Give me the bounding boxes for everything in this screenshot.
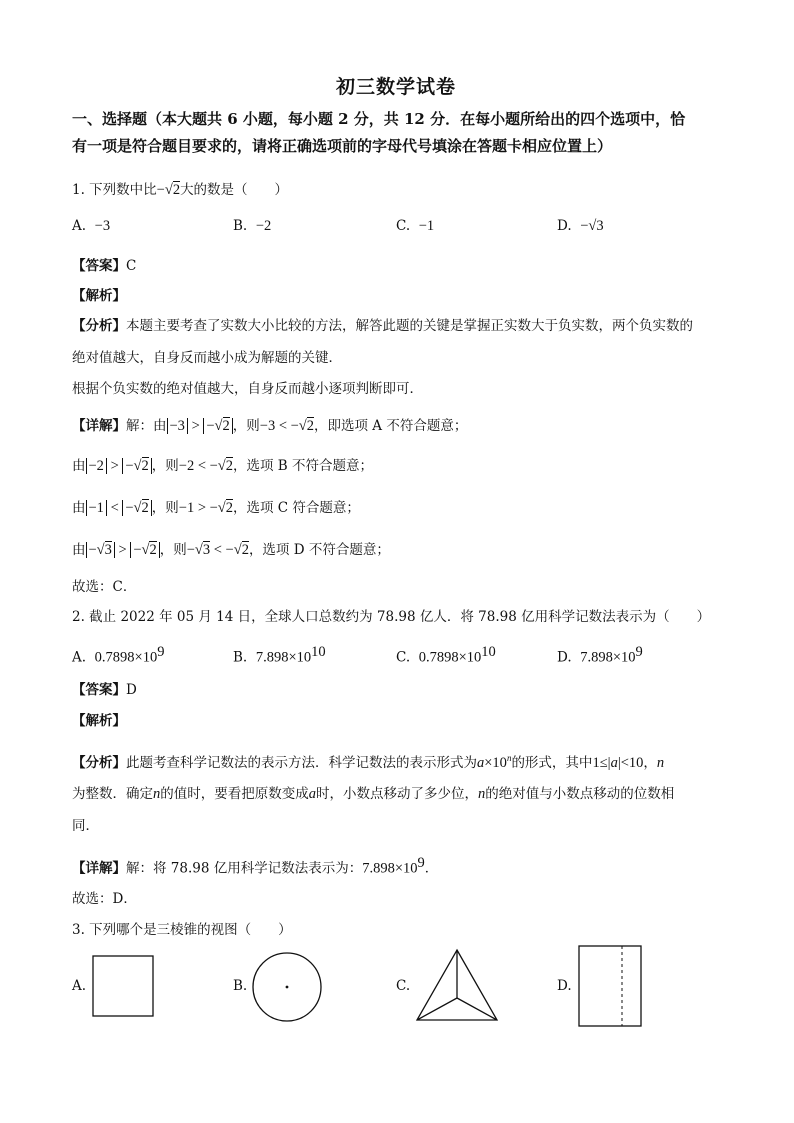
q1-guxuan: 故选：C． — [72, 579, 137, 595]
q2-fenxi-3: 同． — [72, 818, 99, 834]
q2-guxuan: 故选：D． — [72, 891, 137, 907]
q2-stem: 2. 截止 2022 年 05 月 14 日，全球人口总数约为 78.98 亿人．将 78.98 亿用科学记数法表示为（ ） — [72, 609, 711, 625]
q2-option-b[interactable]: B. $7.898\times 10^{10}$ — [233, 644, 326, 666]
q1-stem: 1. 下列数中比−√2大的数是（ ） — [72, 182, 289, 198]
q2-fenxi-1: 【分析】此题考查科学记数法的表示方法．科学记数法的表示形式为$a\times 10^n$的形式，其中1≤|a|<10，n — [72, 753, 665, 771]
q1-option-c[interactable]: C. −1 — [396, 218, 435, 234]
q2-jiexi: 【解析】 — [72, 713, 126, 729]
q3-figure-b-circle[interactable] — [250, 950, 324, 1024]
q1-stem-text-a: 1. 下列数中比 — [72, 182, 157, 198]
q1-fenxi-2: 绝对值越大，自身反而越小成为解题的关键． — [72, 350, 342, 366]
q3-figure-d-rectangle[interactable] — [578, 945, 644, 1029]
q3-figure-c-triangle[interactable] — [414, 948, 500, 1024]
q1-fenxi-1: 【分析】本题主要考查了实数大小比较的方法，解答此题的关键是掌握正实数大于负实数，两个负实数的 — [72, 318, 693, 334]
q1-detail-1: 【详解】解：由 −3 > −√2 ，则−3 < −√2，即选项 A 不符合题意； — [72, 418, 468, 434]
q2-option-d[interactable]: D. $7.898\times 10^9$ — [557, 644, 643, 666]
q3-figure-a-square[interactable] — [92, 955, 156, 1019]
q2-option-a[interactable]: A. $0.7898\times 10^9$ — [72, 644, 165, 666]
q3-option-a-label[interactable]: A. — [72, 978, 87, 994]
q1-detail-4: 由 −√3 > −√2 ，则−√3 < −√2，选项 D 不符合题意； — [72, 542, 390, 558]
q2-detail: 【详解】解：将 78.98 亿用科学记数法表示为：$7.898\times 10^9$． — [72, 855, 439, 877]
q1-answer: 【答案】C — [72, 258, 137, 274]
q1-detail-3: 由 −1 < −√2 ，则−1 > −√2，选项 C 符合题意； — [72, 500, 360, 516]
q1-fenxi-3: 根据个负实数的绝对值越大，自身反而越小逐项判断即可． — [72, 381, 423, 397]
q2-fenxi-2: 为整数．确定n的值时，要看把原数变成a时，小数点移动了多少位，n的绝对值与小数点移动的位数相 — [72, 786, 675, 802]
q1-stem-text-b: 大的数是（ ） — [180, 182, 289, 198]
section-heading-line2: 有一项是符合题目要求的，请将正确选项前的字母代号填涂在答题卡相应位置上） — [72, 137, 613, 155]
page-title: 初三数学试卷 — [336, 76, 457, 98]
q1-detail-2: 由 −2 > −√2 ，则−2 < −√2，选项 B 不符合题意； — [72, 458, 374, 474]
q3-option-b-label[interactable]: B. — [233, 978, 248, 994]
q3-option-c-label[interactable]: C. — [396, 978, 411, 994]
q1-option-b[interactable]: B. −2 — [233, 218, 272, 234]
q1-option-a[interactable]: A. −3 — [72, 218, 111, 234]
q1-option-d[interactable]: D. −√3 — [557, 218, 604, 234]
section-heading-line1: 一、选择题（本大题共 6 小题，每小题 2 分，共 12 分．在每小题所给出的四个选项中，恰 — [72, 110, 686, 128]
q3-option-d-label[interactable]: D. — [557, 978, 572, 994]
q3-stem: 3. 下列哪个是三棱锥的视图（ ） — [72, 922, 292, 938]
q1-jiexi: 【解析】 — [72, 288, 126, 304]
q2-answer: 【答案】D — [72, 682, 137, 698]
q2-option-c[interactable]: C. $0.7898\times 10^{10}$ — [396, 644, 496, 666]
